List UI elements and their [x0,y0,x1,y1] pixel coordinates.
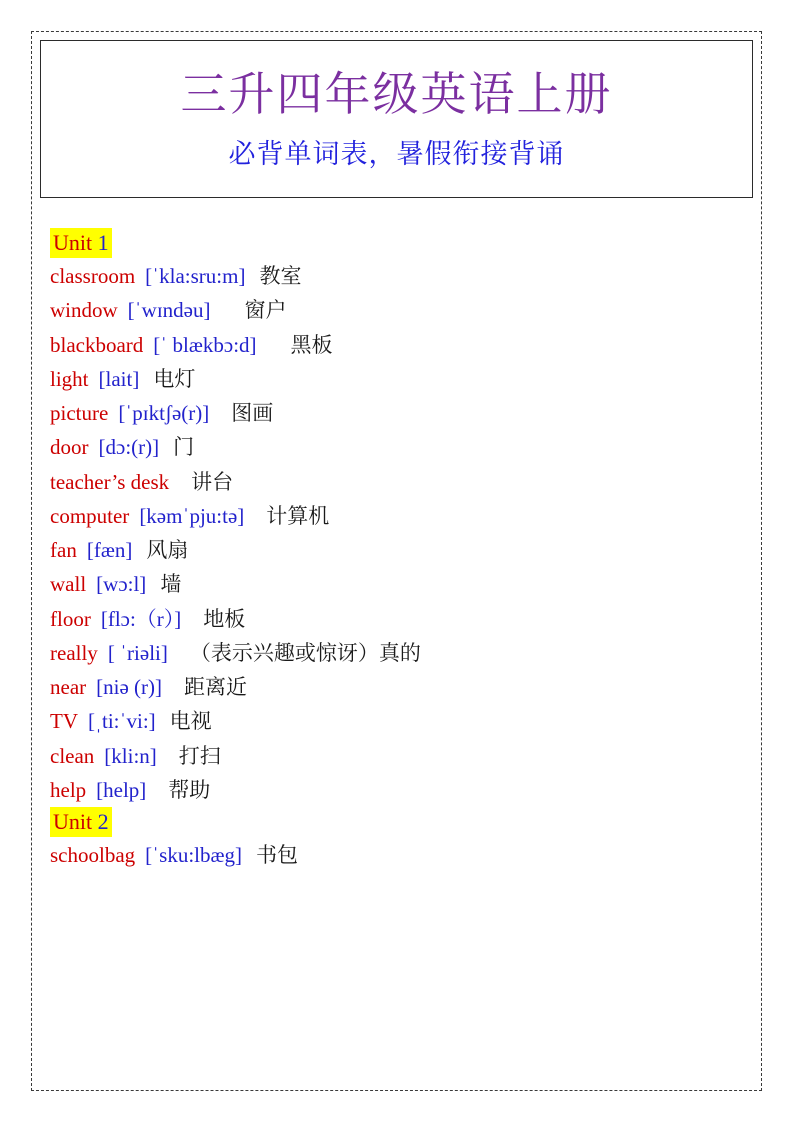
word-phonetic: [ˈpɪktʃə(r)] [118,401,210,425]
unit-label [50,228,112,258]
word-meaning: 窗户 [244,298,287,323]
word-english: window [50,298,118,323]
document-page [31,31,762,1091]
word-entry [50,332,740,358]
word-phonetic: [kli:n] [104,743,157,768]
unit-label [50,807,112,837]
word-phonetic: [ˈwɪndəu] [127,298,211,323]
word-entry [50,674,740,700]
word-english: help [50,777,87,802]
word-english: light [50,366,89,391]
word-meaning: （表示兴趣或惊讶）真的 [189,640,421,665]
word-english: wall [50,572,87,597]
word-english: TV [50,709,78,734]
unit-heading [50,232,740,254]
word-list [50,232,740,876]
word-entry [50,434,740,460]
unit-label-number: 1 [92,230,109,255]
word-english: schoolbag [50,843,136,867]
word-meaning: 打扫 [178,743,221,768]
word-entry [50,708,740,734]
word-english: clean [50,743,95,768]
word-entry [50,777,740,803]
word-meaning: 帮助 [168,777,211,802]
word-english: floor [50,606,91,631]
word-entry [50,537,740,563]
word-english: really [50,640,98,665]
page-subtitle: 必背单词表，暑假衔接背诵 [228,139,565,170]
word-phonetic: [ˌti:ˈvi:] [88,709,156,734]
page-title: 三升四年级英语上册 [180,68,613,120]
word-entry [50,297,740,323]
word-phonetic: [fæn] [86,538,133,562]
unit-label-word: Unit [53,230,93,255]
word-phonetic: [lait] [98,366,140,391]
word-entry [50,842,740,868]
word-phonetic: [flɔ:（r）] [100,606,182,631]
word-entry [50,640,740,666]
word-entry [50,366,740,392]
word-english: fan [50,538,77,562]
word-meaning: 黑板 [290,332,333,357]
word-meaning: 讲台 [191,469,234,494]
title-box [40,40,753,198]
word-meaning: 距离近 [184,675,248,699]
word-english: near [50,675,87,699]
word-phonetic: [ˈ blækbɔ:d] [153,332,257,357]
unit-label-number: 2 [92,809,109,834]
word-english: door [50,435,89,460]
word-meaning: 门 [173,435,195,460]
word-entry [50,469,740,495]
word-entry [50,263,740,289]
word-phonetic: [ ˈriəli] [107,640,168,665]
word-english: blackboard [50,332,144,357]
word-meaning: 教室 [259,264,302,288]
word-meaning: 风扇 [146,538,189,562]
unit-heading [50,811,740,833]
word-phonetic: [kəmˈpju:tə] [139,503,245,528]
word-english: computer [50,503,130,528]
word-phonetic: [ˈsku:lbæg] [145,843,242,867]
word-phonetic: [ˈkla:sru:m] [145,264,246,288]
word-phonetic: [help] [96,777,147,802]
word-entry [50,606,740,632]
word-entry [50,503,740,529]
word-phonetic: [niə (r)] [96,675,163,699]
word-meaning: 电灯 [153,366,196,391]
word-phonetic: [wɔ:l] [96,572,147,597]
word-english: picture [50,401,109,425]
word-meaning: 图画 [231,401,274,425]
word-meaning: 地板 [203,606,246,631]
word-english: teacher’s desk [50,469,170,494]
word-meaning: 书包 [255,843,298,867]
word-meaning: 电视 [169,709,212,734]
word-phonetic: [dɔ:(r)] [98,435,160,460]
word-entry [50,400,740,426]
word-english: classroom [50,264,136,288]
word-entry [50,743,740,769]
word-meaning: 墙 [160,572,182,597]
unit-label-word: Unit [53,809,93,834]
word-entry [50,571,740,597]
word-meaning: 计算机 [266,503,330,528]
